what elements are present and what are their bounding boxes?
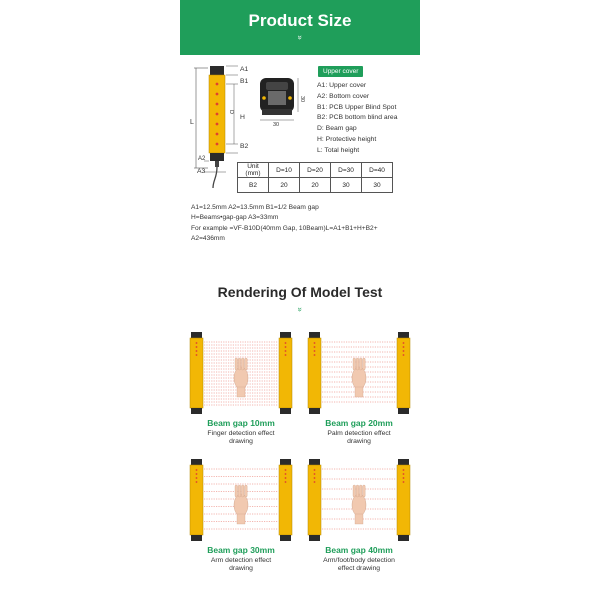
table-row <box>238 178 393 193</box>
upper-cap <box>210 66 224 75</box>
test-cell <box>185 457 297 582</box>
header-banner <box>180 0 420 55</box>
legend-item: D: Beam gap <box>317 125 357 133</box>
test-cell <box>303 457 415 582</box>
legend-item: A1: Upper cover <box>317 82 367 89</box>
test-cell <box>185 330 297 455</box>
lower-cap <box>210 153 224 161</box>
description-line: Palm detection effect <box>327 430 391 437</box>
beam-gap-description <box>303 430 415 446</box>
chevron-down-icon: » <box>295 35 305 40</box>
emitter-bar <box>190 459 203 541</box>
receiver-bar <box>397 332 410 414</box>
formula-text <box>191 203 419 245</box>
hand-figure <box>234 358 248 397</box>
page-title: Product Size <box>248 11 352 30</box>
description-line: drawing <box>347 438 371 445</box>
hand-figure <box>352 485 366 524</box>
legend-list <box>317 81 397 157</box>
hand-figure <box>234 485 248 524</box>
legend-item: A2: Bottom cover <box>317 92 370 100</box>
cable <box>213 167 217 188</box>
description-line: Arm/foot/body detection <box>323 557 395 564</box>
unit-sub-label: (mm) <box>245 170 261 177</box>
label-d: D <box>228 110 234 114</box>
emitter-bar <box>190 332 203 414</box>
section-title: Rendering Of Model Test <box>217 284 383 300</box>
formula-line: For example =VF-B10D(40mm Gap, 10Beam)L=A1+B1+H+B2+ <box>191 224 378 232</box>
label-b1: B1 <box>240 78 249 85</box>
label-b2: B2 <box>240 143 249 150</box>
table-cell: 30 <box>362 178 393 193</box>
product-page <box>180 0 420 600</box>
light-curtain-illustration <box>185 330 297 416</box>
description-line: Finger detection effect <box>207 430 275 437</box>
light-curtain-illustration <box>303 330 415 416</box>
description-line: drawing <box>229 565 253 572</box>
formula-line: A2=436mm <box>191 235 225 243</box>
description-line: Arm detection effect <box>210 557 272 564</box>
dim-bottom: 30 <box>273 122 280 128</box>
table-row <box>238 163 393 178</box>
table-header: D=10 <box>269 163 300 178</box>
emitter-bar <box>308 459 321 541</box>
label-a2: A2 <box>198 156 206 162</box>
light-curtain-illustration <box>185 457 297 543</box>
test-cell <box>303 330 415 455</box>
beam-gap-title: Beam gap 40mm <box>325 545 393 555</box>
dim-side: 30 <box>299 96 305 103</box>
legend-item: B1: PCB Upper Blind Spot <box>317 103 397 111</box>
table-header: D=20 <box>300 163 331 178</box>
unit-cell <box>238 163 269 178</box>
beam-gap-title: Beam gap 10mm <box>207 418 275 428</box>
spec-table <box>237 162 393 193</box>
description-line: effect drawing <box>337 565 381 572</box>
unit-label: Unit <box>247 163 259 170</box>
legend-item: H: Protective height <box>317 135 377 143</box>
label-h: H <box>240 114 245 121</box>
light-curtain-illustration <box>303 457 415 543</box>
section-view <box>260 78 305 128</box>
table-cell: 20 <box>300 178 331 193</box>
beam-gap-description <box>185 557 297 573</box>
emitter-bar <box>308 332 321 414</box>
receiver-bar <box>279 459 292 541</box>
formula-line: A1=12.5mm A2=13.5mm B1=1/2 Beam gap <box>191 204 319 211</box>
beam-gap-title: Beam gap 30mm <box>207 545 275 555</box>
table-cell: 20 <box>269 178 300 193</box>
receiver-bar <box>279 332 292 414</box>
beam-gap-description <box>303 557 415 573</box>
label-l: L <box>190 119 194 126</box>
legend-item: B2: PCB bottom blind area <box>317 114 398 122</box>
legend-item: L: Total height <box>317 146 360 154</box>
table-header: D=40 <box>362 163 393 178</box>
row-label: B2 <box>238 178 269 193</box>
label-a1: A1 <box>240 66 249 73</box>
table-header: D=30 <box>331 163 362 178</box>
receiver-bar <box>397 459 410 541</box>
upper-cover-tag: Upper cover <box>318 66 363 77</box>
table-cell: 30 <box>331 178 362 193</box>
beam-gap-description <box>185 430 297 446</box>
chevron-down-icon: » <box>295 307 305 312</box>
formula-line: H=Beams•gap-gap A3=33mm <box>191 214 279 222</box>
label-a3: A3 <box>197 168 206 175</box>
beam-gap-title: Beam gap 20mm <box>325 418 393 428</box>
description-line: drawing <box>229 438 253 445</box>
hand-figure <box>352 358 366 397</box>
